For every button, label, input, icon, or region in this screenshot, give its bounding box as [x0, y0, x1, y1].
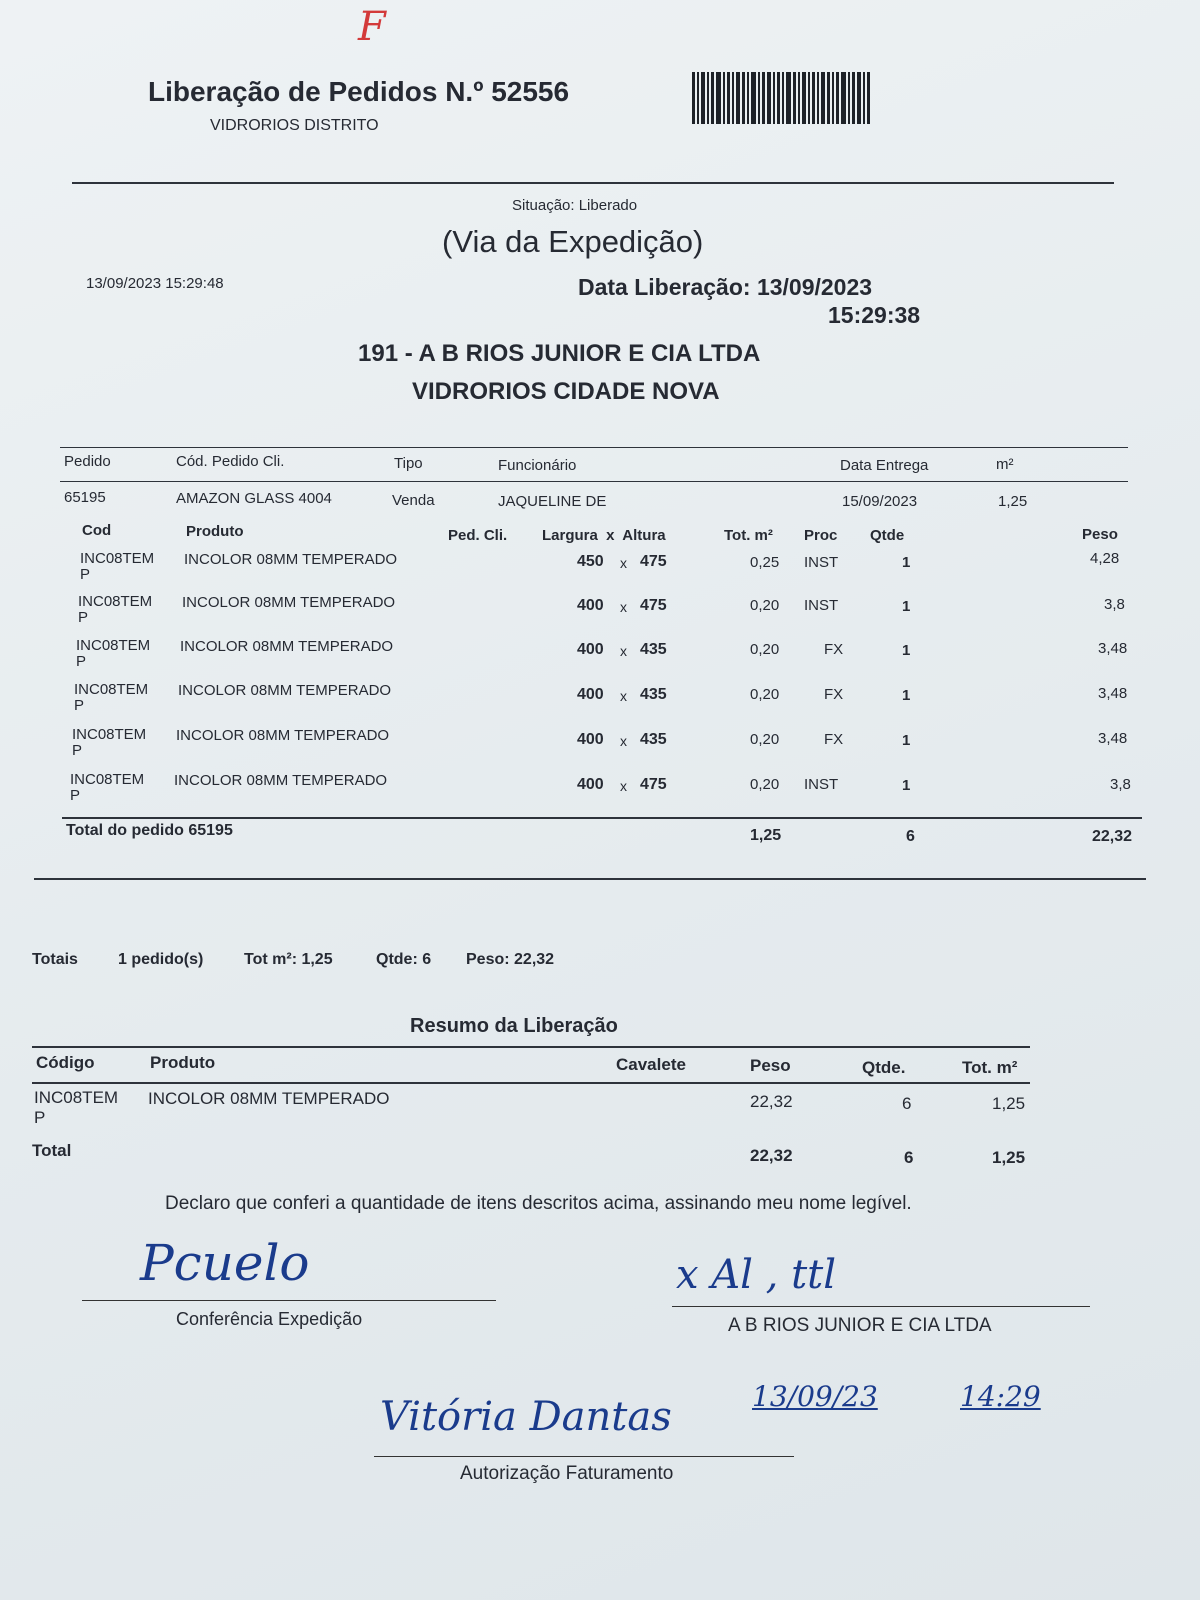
item-qtde: 1	[902, 777, 911, 794]
totals-pedidos: 1 pedido(s)	[118, 951, 204, 968]
items-header-ped-cli: Ped. Cli.	[448, 527, 508, 544]
item-cod-suffix: P	[74, 697, 85, 714]
order-total-peso: 22,32	[1092, 828, 1133, 845]
item-width: 400	[577, 597, 604, 614]
summary-title: Resumo da Liberação	[410, 1015, 618, 1037]
summary-codigo-suffix: P	[34, 1108, 46, 1127]
item-tot-m2: 0,20	[750, 776, 780, 793]
item-tot-m2: 0,20	[750, 597, 780, 614]
items-header-produto: Produto	[186, 523, 244, 540]
summary-header-qtde: Qtde.	[862, 1058, 906, 1077]
item-cod: INC08TEM	[76, 637, 151, 654]
item-qtde: 1	[902, 554, 911, 571]
item-cod: INC08TEM	[72, 726, 147, 743]
order-header-funcionario: Funcionário	[498, 457, 577, 474]
totals-peso: Peso: 22,32	[466, 951, 555, 968]
item-tot-m2: 0,20	[750, 686, 780, 703]
order-total-qtde: 6	[906, 828, 915, 845]
item-times: x	[620, 688, 627, 704]
order-value-pedido: 65195	[64, 489, 106, 506]
item-proc: FX	[824, 731, 844, 748]
client-label: A B RIOS JUNIOR E CIA LTDA	[728, 1315, 992, 1336]
item-produto: INCOLOR 08MM TEMPERADO	[178, 682, 392, 699]
order-header-pedido: Pedido	[64, 453, 111, 470]
item-tot-m2: 0,20	[750, 731, 780, 748]
totals-qtde: Qtde: 6	[376, 951, 432, 968]
item-qtde: 1	[902, 642, 911, 659]
faturamento-signature: Vitória Dantas	[380, 1394, 672, 1440]
item-cod: INC08TEM	[70, 771, 145, 788]
order-header-m2: m²	[996, 456, 1014, 473]
item-width: 400	[577, 776, 604, 793]
release-time: 15:29:38	[828, 302, 921, 328]
red-pen-mark: F	[358, 4, 386, 50]
item-height: 435	[640, 641, 667, 658]
order-value-m2: 1,25	[998, 493, 1028, 510]
item-peso: 3,8	[1110, 776, 1131, 793]
item-width: 400	[577, 641, 604, 658]
item-produto: INCOLOR 08MM TEMPERADO	[184, 551, 398, 568]
summary-codigo: INC08TEM	[34, 1088, 119, 1107]
item-width: 400	[577, 731, 604, 748]
summary-header-peso: Peso	[750, 1056, 791, 1075]
item-cod-suffix: P	[72, 742, 83, 759]
summary-header-line	[32, 1082, 1030, 1084]
order-top-line	[60, 447, 1128, 448]
item-tot-m2: 0,20	[750, 641, 780, 658]
document-title: Liberação de Pedidos N.º 52556	[148, 76, 570, 107]
summary-qtde: 6	[902, 1094, 912, 1113]
barcode	[692, 72, 872, 124]
status-text: Situação: Liberado	[512, 197, 638, 214]
items-total-line	[62, 817, 1142, 819]
item-height: 475	[640, 597, 667, 614]
order-header-tipo: Tipo	[394, 455, 423, 472]
item-width: 450	[577, 553, 604, 570]
item-tot-m2: 0,25	[750, 554, 780, 571]
item-times: x	[620, 733, 627, 749]
item-proc: INST	[804, 776, 839, 793]
order-total-label: Total do pedido 65195	[66, 822, 233, 839]
order-header-line	[60, 481, 1128, 482]
expedicao-signature: Pcuelo	[140, 1234, 310, 1292]
summary-header-tot-m2: Tot. m²	[962, 1058, 1018, 1077]
summary-header-codigo: Código	[36, 1053, 95, 1072]
summary-tot-m2: 1,25	[992, 1094, 1026, 1113]
item-produto: INCOLOR 08MM TEMPERADO	[182, 594, 396, 611]
summary-header-produto: Produto	[150, 1053, 216, 1072]
item-peso: 3,8	[1104, 596, 1125, 613]
item-times: x	[620, 555, 627, 571]
item-proc: FX	[824, 641, 844, 658]
totals-tot-m2: Tot m²: 1,25	[244, 951, 333, 968]
item-qtde: 1	[902, 687, 911, 704]
item-cod-suffix: P	[76, 653, 87, 670]
summary-produto: INCOLOR 08MM TEMPERADO	[148, 1089, 390, 1108]
items-header-dimensions: Largura x Altura	[542, 527, 666, 544]
header-divider	[72, 182, 1114, 184]
summary-total-tot-m2: 1,25	[992, 1148, 1026, 1167]
company-name: VIDRORIOS DISTRITO	[210, 117, 379, 134]
summary-top-line	[32, 1046, 1030, 1048]
item-cod-suffix: P	[80, 566, 91, 583]
order-header-data-entrega: Data Entrega	[840, 457, 929, 474]
client-signature-line	[672, 1306, 1090, 1307]
item-qtde: 1	[902, 598, 911, 615]
item-proc: INST	[804, 554, 839, 571]
order-value-funcionario: JAQUELINE DE	[498, 493, 607, 510]
item-height: 435	[640, 686, 667, 703]
item-times: x	[620, 599, 627, 615]
item-produto: INCOLOR 08MM TEMPERADO	[176, 727, 390, 744]
order-value-data-entrega: 15/09/2023	[842, 493, 918, 510]
print-datetime: 13/09/2023 15:29:48	[86, 275, 224, 292]
item-cod-suffix: P	[70, 787, 81, 804]
summary-peso: 22,32	[750, 1092, 793, 1111]
items-header-proc: Proc	[804, 527, 838, 544]
summary-total-peso: 22,32	[750, 1146, 793, 1165]
item-qtde: 1	[902, 732, 911, 749]
faturamento-label: Autorização Faturamento	[460, 1463, 674, 1484]
order-value-cod-cli: AMAZON GLASS 4004	[176, 490, 332, 507]
items-header-qtde: Qtde	[870, 527, 905, 544]
item-height: 435	[640, 731, 667, 748]
item-cod: INC08TEM	[78, 593, 153, 610]
item-width: 400	[577, 686, 604, 703]
client-name: 191 - A B RIOS JUNIOR E CIA LTDA	[358, 340, 761, 367]
summary-total-label: Total	[32, 1141, 72, 1160]
item-peso: 3,48	[1098, 640, 1128, 657]
handwritten-date: 13/09/23	[752, 1380, 878, 1413]
section-divider	[34, 878, 1146, 880]
item-proc: FX	[824, 686, 844, 703]
item-times: x	[620, 643, 627, 659]
item-peso: 3,48	[1098, 685, 1128, 702]
item-produto: INCOLOR 08MM TEMPERADO	[180, 638, 394, 655]
items-header-peso: Peso	[1082, 526, 1118, 543]
item-cod: INC08TEM	[74, 681, 149, 698]
order-value-tipo: Venda	[392, 492, 435, 509]
item-peso: 3,48	[1098, 730, 1128, 747]
expedicao-label: Conferência Expedição	[176, 1309, 363, 1329]
item-cod-suffix: P	[78, 609, 89, 626]
totals-label: Totais	[32, 951, 78, 968]
client-branch: VIDRORIOS CIDADE NOVA	[412, 378, 720, 405]
summary-header-cavalete: Cavalete	[616, 1055, 686, 1074]
order-header-cod-cli: Cód. Pedido Cli.	[176, 453, 285, 470]
faturamento-signature-line	[374, 1456, 794, 1457]
items-header-tot-m2: Tot. m²	[724, 527, 773, 544]
items-header-cod: Cod	[82, 522, 112, 539]
handwritten-time: 14:29	[960, 1380, 1041, 1413]
declaration-text: Declaro que conferi a quantidade de itens descritos acima, assinando meu nome legível.	[165, 1193, 912, 1214]
item-produto: INCOLOR 08MM TEMPERADO	[174, 772, 388, 789]
item-peso: 4,28	[1090, 550, 1120, 567]
client-signature: x Al , ttl	[676, 1252, 837, 1298]
item-times: x	[620, 778, 627, 794]
via-title: (Via da Expedição)	[442, 224, 704, 259]
item-height: 475	[640, 553, 667, 570]
release-date: Data Liberação: 13/09/2023	[578, 274, 873, 300]
expedicao-signature-line	[82, 1300, 496, 1301]
summary-total-qtde: 6	[904, 1148, 914, 1167]
item-cod: INC08TEM	[80, 550, 155, 567]
item-height: 475	[640, 776, 667, 793]
order-total-m2: 1,25	[750, 827, 782, 844]
item-proc: INST	[804, 597, 839, 614]
